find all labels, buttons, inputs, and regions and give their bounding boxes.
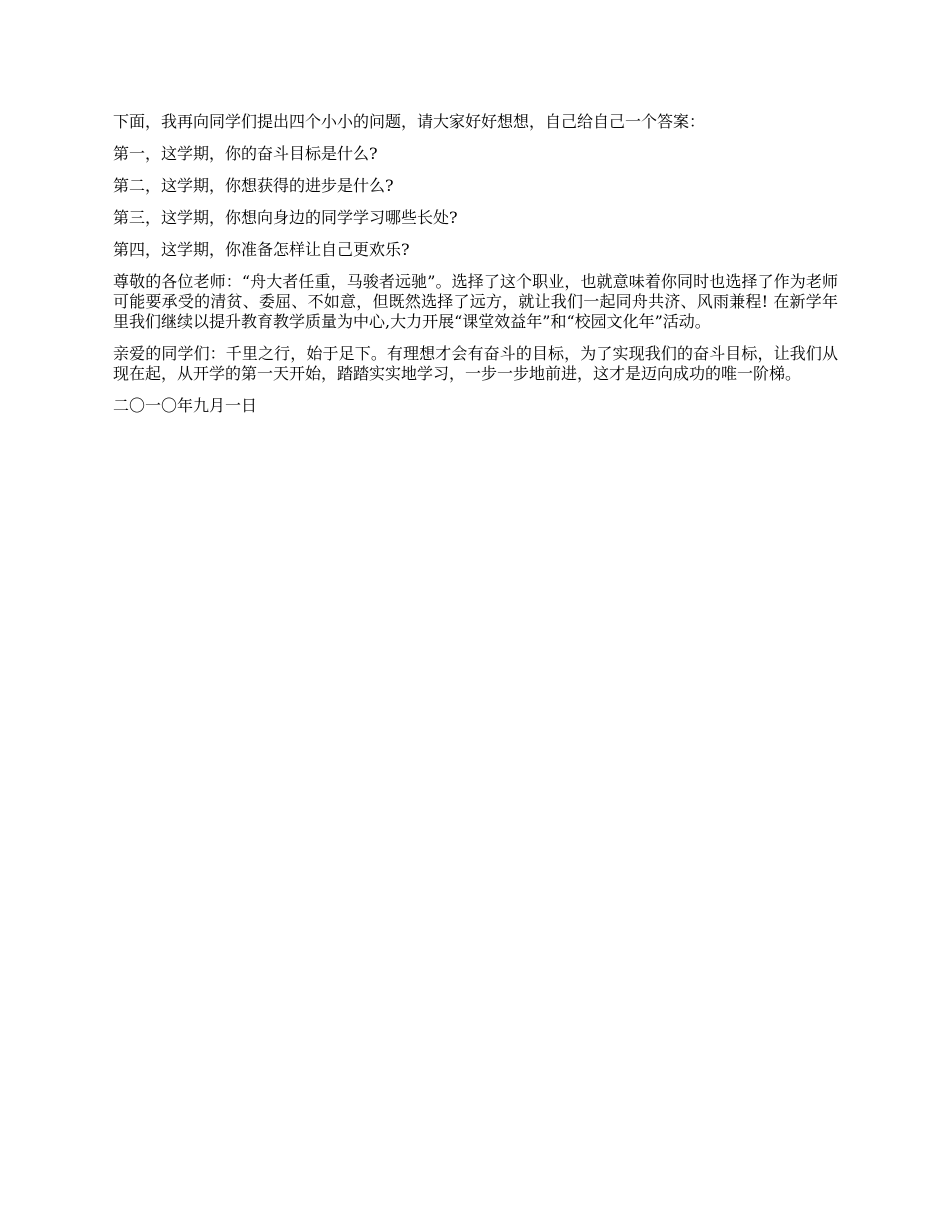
- paragraph-students-address: 亲爱的同学们：千里之行，始于足下。有理想才会有奋斗的目标，为了实现我们的奋斗目标，让我们从现在起，从开学的第一天开始，踏踏实实地学习，一步一步地前进，这才是迈向成功的唯一阶梯。: [113, 344, 838, 383]
- paragraph-intro-questions: 下面，我再向同学们提出四个小小的问题，请大家好好想想，自己给自己一个答案：: [113, 112, 706, 131]
- paragraph-question-4: 第四，这学期，你准备怎样让自己更欢乐?: [113, 240, 410, 259]
- paragraph-question-1: 第一，这学期，你的奋斗目标是什么?: [113, 144, 378, 163]
- paragraph-date: 二〇一〇年九月一日: [113, 396, 258, 415]
- paragraph-question-2: 第二，这学期，你想获得的进步是什么?: [113, 176, 394, 195]
- paragraph-teachers-address: 尊敬的各位老师：“舟大者任重，马骏者远驰”。选择了这个职业，也就意味着你同时也选择了作为老师可能要承受的清贫、委屈、不如意，但既然选择了远方，就让我们一起同舟共济、风雨兼程! 在新学年里我们继续以提升教育教学质量为中心,大力开展“课堂效益年”和“校园文化年”活动。: [113, 272, 838, 331]
- document-body: [113, 112, 838, 428]
- paragraph-question-3: 第三，这学期，你想向身边的同学学习哪些长处?: [113, 208, 458, 227]
